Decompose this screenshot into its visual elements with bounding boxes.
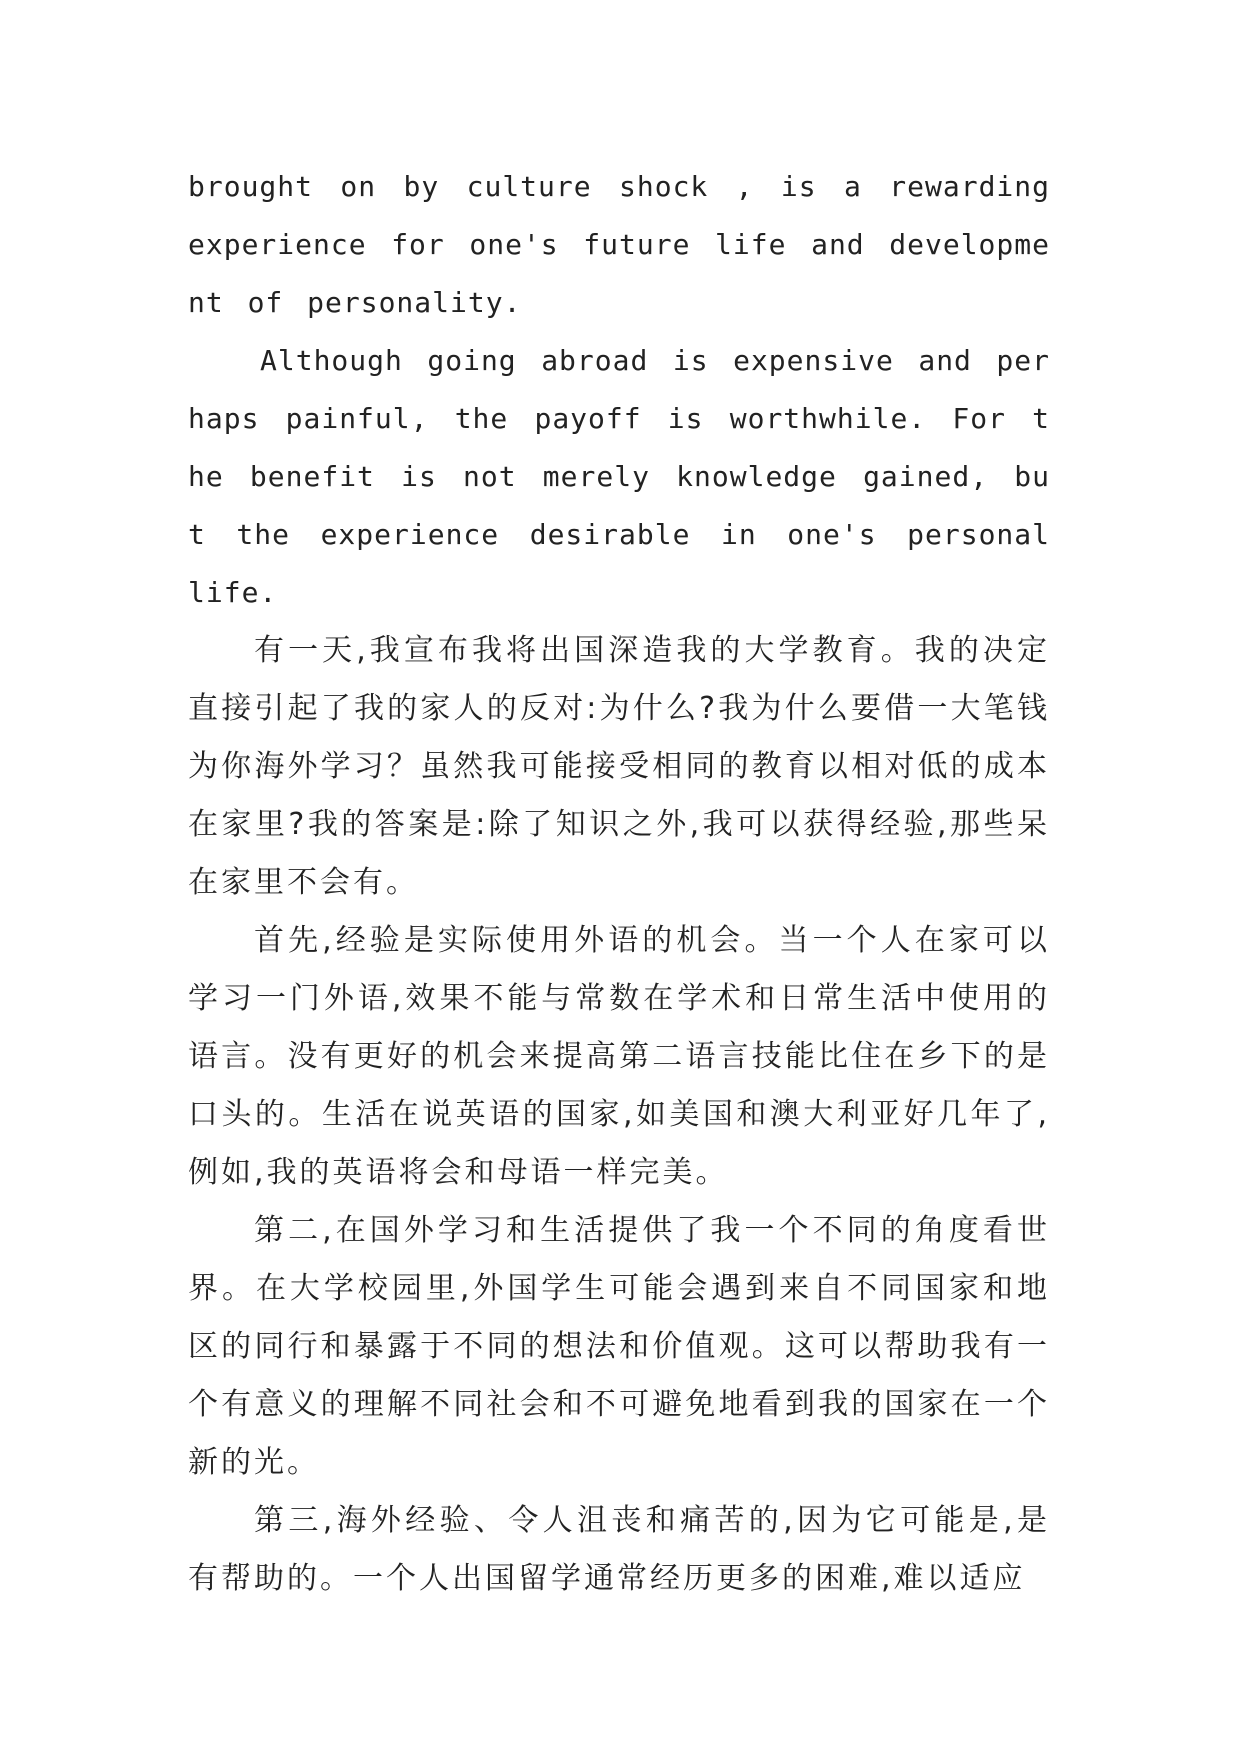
paragraph-first-reason: 首先,经验是实际使用外语的机会。当一个人在家可以学习一门外语,效果不能与常数在学术和日常生活中使用的语言。没有更好的机会来提高第二语言技能比住在乡下的是口头的。生活在说英语的国家,如美国和澳大利亚好几年了,例如,我的英语将会和母语一样完美。	[188, 923, 1050, 1190]
paragraph-third-reason: 第三,海外经验、令人沮丧和痛苦的,因为它可能是,是有帮助的。一个人出国留学通常经历更多的困难,难以适应	[188, 1503, 1050, 1596]
paragraph-payoff: Although going abroad is expensive and perhaps painful, the payoff is worthwhile. For the benefit is not merely knowledge gained, but the experience desirable in one's personal life.	[188, 344, 1050, 609]
document-body	[188, 158, 1050, 1608]
paragraph-second-reason: 第二,在国外学习和生活提供了我一个不同的角度看世界。在大学校园里,外国学生可能会遇到来自不同国家和地区的同行和暴露于不同的想法和价值观。这可以帮助我有一个有意义的理解不同社会和不可避免地看到我的国家在一个新的光。	[188, 1213, 1050, 1480]
paragraph-decision: 有一天,我宣布我将出国深造我的大学教育。我的决定直接引起了我的家人的反对:为什么?我为什么要借一大笔钱为你海外学习？虽然我可能接受相同的教育以相对低的成本在家里?我的答案是:除了知识之外,我可以获得经验,那些呆在家里不会有。	[188, 633, 1050, 900]
paragraph-culture-shock: brought on by culture shock , is a rewarding experience for one's future life and development of personality.	[188, 170, 1050, 319]
